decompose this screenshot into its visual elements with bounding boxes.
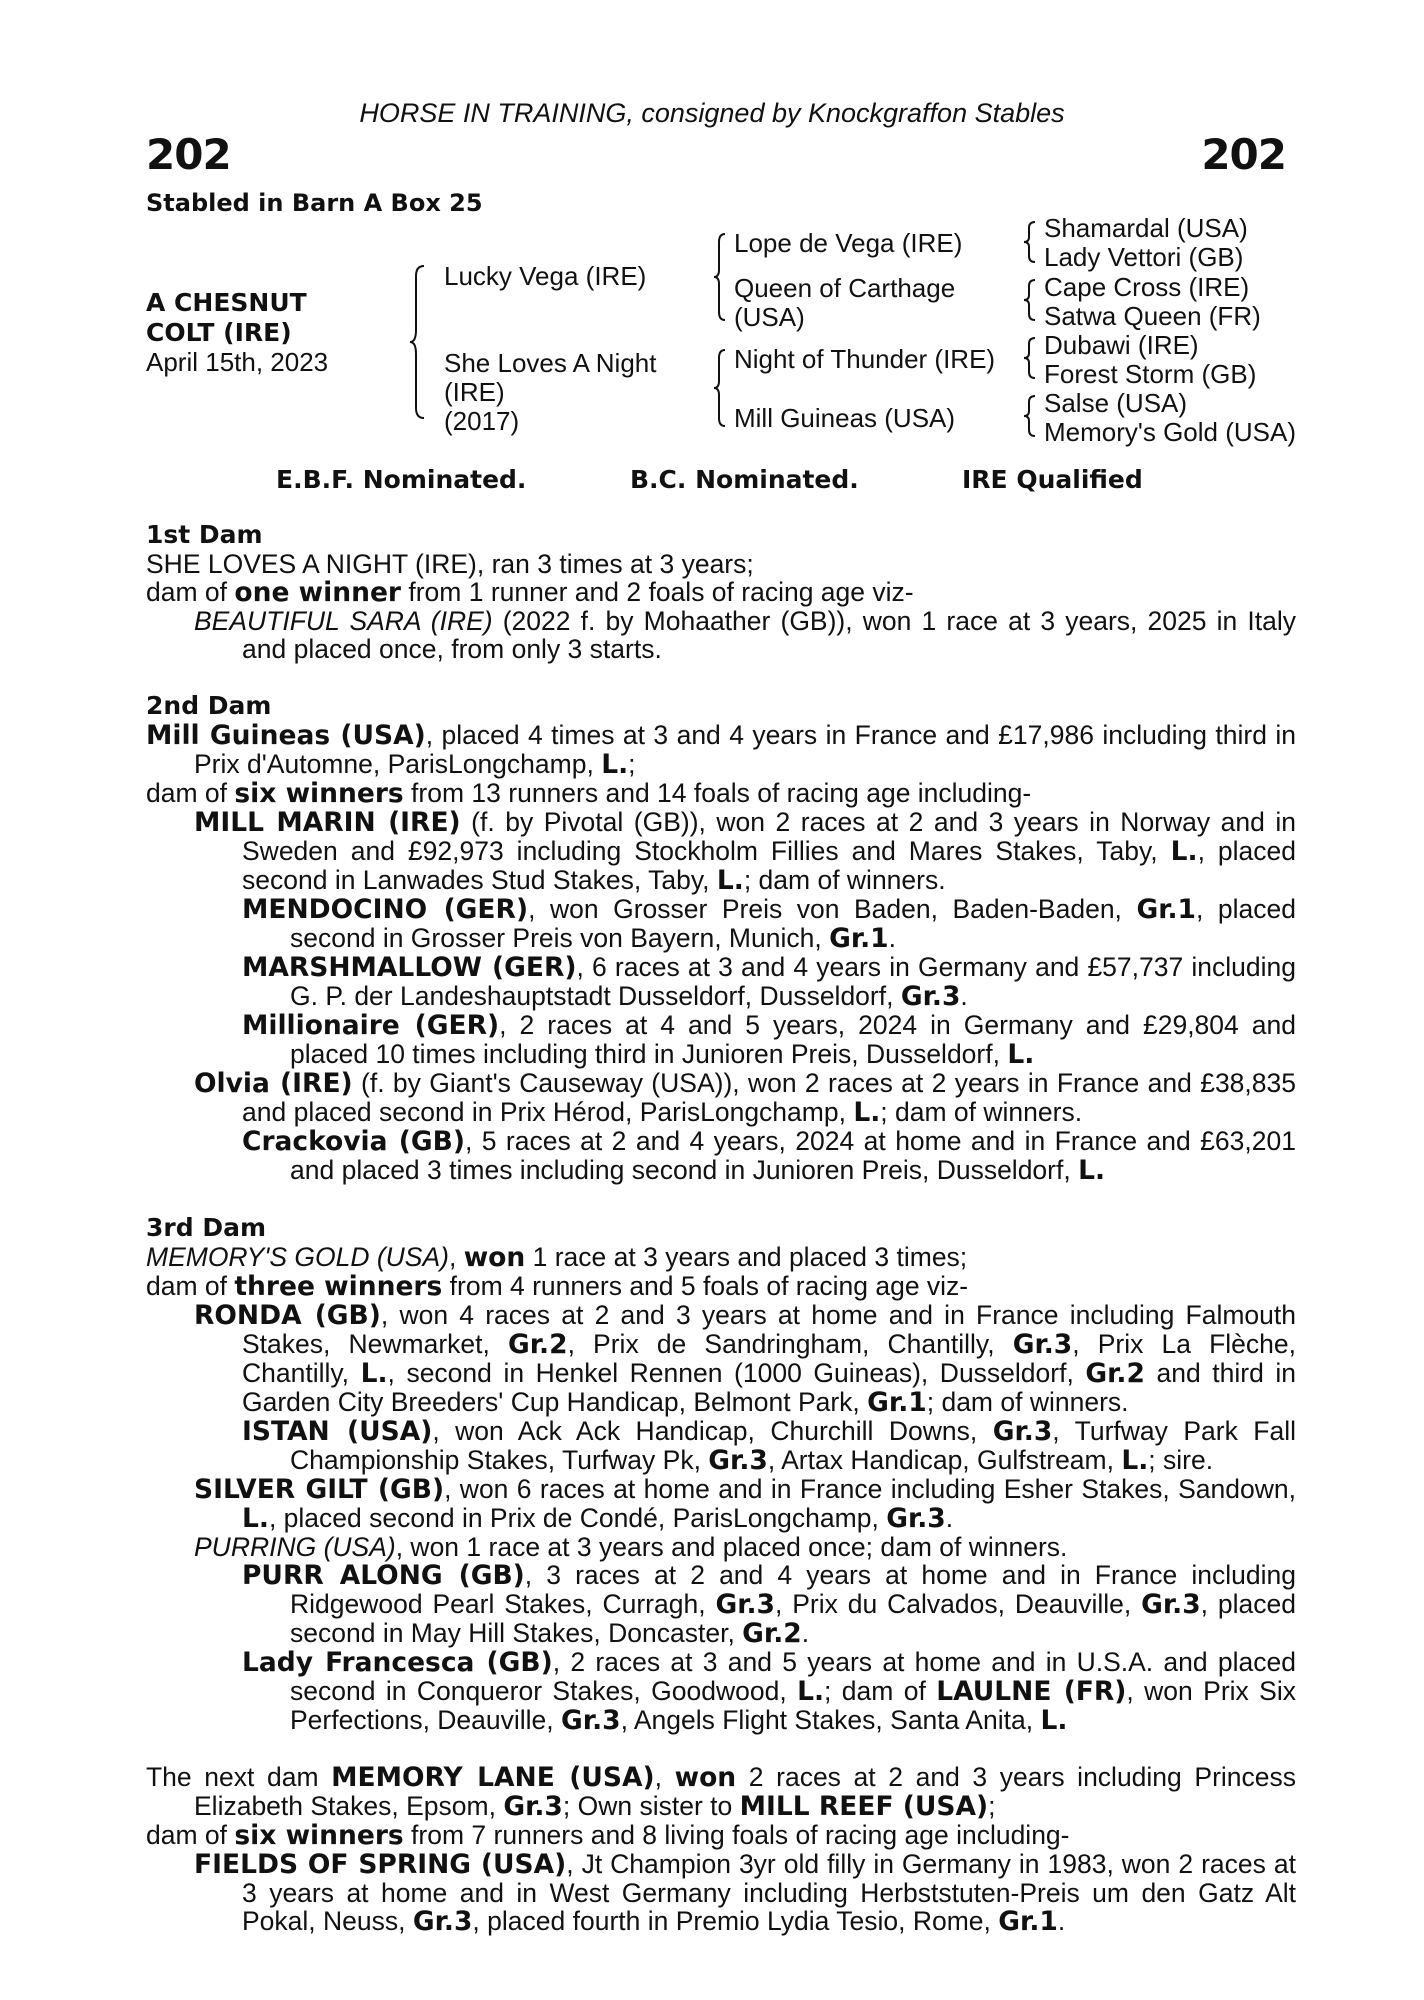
next-dam-produce-summary: dam of six winners from 7 runners and 8 living foals of racing age including- bbox=[146, 1820, 1070, 1851]
dam-name-line1: She Loves A Night bbox=[444, 348, 657, 378]
gen3-salse: Salse (USA) bbox=[1044, 388, 1188, 418]
brace-gen1 bbox=[408, 264, 428, 420]
produce-entry: FIELDS OF SPRING (USA), Jt Champion 3yr old filly in Germany in 1983, won 2 races at 3 years at home and in West Germany including Herbststuten-Preis um den Gatz Alt Pokal, Neuss, Gr.3, placed fourth in Premio Lydia Tesio, Rome, Gr.1. bbox=[194, 1849, 1296, 1937]
second-dam-record: Mill Guineas (USA), placed 4 times at 3 and 4 years in France and £17,986 including third in Prix d'Automne, ParisLongchamp, L.; bbox=[146, 720, 1296, 780]
dam-sire-name: Night of Thunder (IRE) bbox=[734, 344, 996, 374]
horse-description-line2: COLT (IRE) bbox=[146, 318, 292, 347]
produce-entry: Olvia (IRE) (f. by Giant's Causeway (USA)), won 2 races at 2 years in France and £38,835 and placed second in Prix Hérod, ParisLongchamp, L.; dam of winners. bbox=[194, 1068, 1296, 1128]
dam-name-line3: (2017) bbox=[444, 406, 520, 436]
gen3-satwa-queen: Satwa Queen (FR) bbox=[1044, 301, 1261, 331]
gen3-dubawi: Dubawi (IRE) bbox=[1044, 330, 1199, 360]
sire-name: Lucky Vega (IRE) bbox=[444, 261, 647, 291]
brace-gen3-1 bbox=[1022, 220, 1038, 264]
gen3-lady-vettori: Lady Vettori (GB) bbox=[1044, 242, 1244, 272]
foaling-date: April 15th, 2023 bbox=[146, 347, 329, 377]
gen3-memorys-gold: Memory's Gold (USA) bbox=[1044, 417, 1297, 447]
first-dam-record: SHE LOVES A NIGHT (IRE), ran 3 times at 3 years; bbox=[146, 549, 754, 579]
gen3-shamardal: Shamardal (USA) bbox=[1044, 213, 1248, 243]
ebf-nominated: E.B.F. Nominated. bbox=[276, 465, 527, 494]
gen3-cape-cross: Cape Cross (IRE) bbox=[1044, 272, 1250, 302]
next-dam-record: The next dam MEMORY LANE (USA), won 2 races at 2 and 3 years including Princess Elizabeth Stakes, Epsom, Gr.3; Own sister to MILL REEF (USA); bbox=[146, 1762, 1297, 1822]
first-dam-produce-summary: dam of one winner from 1 runner and 2 foals of racing age viz- bbox=[146, 577, 914, 608]
brace-sire-line bbox=[712, 232, 728, 322]
stabling-info: Stabled in Barn A Box 25 bbox=[146, 189, 483, 217]
produce-entry: PURRING (USA), won 1 race at 3 years and placed once; dam of winners. bbox=[194, 1532, 1068, 1562]
produce-entry: MENDOCINO (GER), won Grosser Preis von Baden, Baden-Baden, Gr.1, placed second in Grosser Preis von Bayern, Munich, Gr.1. bbox=[242, 894, 1296, 954]
brace-gen3-4 bbox=[1022, 394, 1038, 438]
produce-entry: PURR ALONG (GB), 3 races at 2 and 4 years at home and in France including Ridgewood Pearl Stakes, Curragh, Gr.3, Prix du Calvados, Deauville, Gr.3, placed second in May Hill Stakes, Doncaster, Gr.2. bbox=[242, 1560, 1296, 1649]
lot-number-right: 202 bbox=[1201, 130, 1286, 179]
produce-entry: Crackovia (GB), 5 races at 2 and 4 years, 2024 at home and in France and £63,201 and placed 3 times including second in Junioren Preis, Dusseldorf, L. bbox=[242, 1126, 1296, 1186]
third-dam-produce-summary: dam of three winners from 4 runners and 5 foals of racing age viz- bbox=[146, 1271, 969, 1302]
third-dam-record: MEMORY'S GOLD (USA), won 1 race at 3 years and placed 3 times; bbox=[146, 1242, 968, 1273]
sire-dam-line1: Queen of Carthage bbox=[734, 273, 956, 303]
consignor-line: HORSE IN TRAINING, consigned by Knockgraffon Stables bbox=[359, 98, 1065, 128]
gen3-forest-storm: Forest Storm (GB) bbox=[1044, 359, 1257, 389]
first-dam-heading: 1st Dam bbox=[146, 520, 263, 549]
first-dam-section bbox=[146, 520, 1296, 663]
second-dam-section bbox=[146, 691, 1296, 1185]
third-dam-heading: 3rd Dam bbox=[146, 1213, 266, 1242]
bc-nominated: B.C. Nominated. bbox=[630, 465, 859, 494]
produce-entry: RONDA (GB), won 4 races at 2 and 3 years at home and in France including Falmouth Stakes, Newmarket, Gr.2, Prix de Sandringham, Chantilly, Gr.3, Prix La Flèche, Chantilly, L., second in Henkel Rennen (1000 Guineas), Dusseldorf, Gr.2 and third in Garden City Breeders' Cup Handicap, Belmont Park, Gr.1; dam of winners. bbox=[194, 1300, 1297, 1418]
ire-qualified: IRE Qualified bbox=[962, 465, 1143, 494]
produce-entry: SILVER GILT (GB), won 6 races at home and in France including Esher Stakes, Sandown, L., placed second in Prix de Condé, ParisLongchamp, Gr.3. bbox=[194, 1474, 1296, 1534]
pedigree-table bbox=[146, 212, 1326, 462]
lot-number-left: 202 bbox=[146, 130, 231, 179]
dam-dam-name: Mill Guineas (USA) bbox=[734, 403, 956, 433]
second-dam-produce-summary: dam of six winners from 13 runners and 14 foals of racing age including- bbox=[146, 778, 1032, 809]
produce-entry: BEAUTIFUL SARA (IRE) (2022 f. by Mohaather (GB)), won 1 race at 3 years, 2025 in Italy and placed once, from only 3 starts. bbox=[194, 606, 1296, 664]
produce-entry: MARSHMALLOW (GER), 6 races at 3 and 4 years in Germany and £57,737 including G. P. der Landeshauptstadt Dusseldorf, Dusseldorf, Gr.3. bbox=[242, 952, 1296, 1012]
brace-gen3-3 bbox=[1022, 336, 1038, 380]
brace-dam-line bbox=[712, 348, 728, 428]
produce-entry: ISTAN (USA), won Ack Ack Handicap, Churchill Downs, Gr.3, Turfway Park Fall Championship Stakes, Turfway Pk, Gr.3, Artax Handicap, Gulfstream, L.; sire. bbox=[242, 1416, 1296, 1476]
produce-entry: Millionaire (GER), 2 races at 4 and 5 years, 2024 in Germany and £29,804 and placed 10 times including third in Junioren Preis, Dusseldorf, L. bbox=[242, 1010, 1296, 1070]
catalogue-body bbox=[146, 520, 1296, 1964]
second-dam-heading: 2nd Dam bbox=[146, 691, 272, 720]
third-dam-section bbox=[146, 1213, 1296, 1735]
sire-dam-line2: (USA) bbox=[734, 302, 805, 332]
dam-name-line2: (IRE) bbox=[444, 377, 505, 407]
next-dam-section bbox=[146, 1763, 1296, 1936]
sire-sire-name: Lope de Vega (IRE) bbox=[734, 228, 963, 258]
brace-gen3-2 bbox=[1022, 278, 1038, 322]
produce-entry: Lady Francesca (GB), 2 races at 3 and 5 years at home and in U.S.A. and placed second in Conqueror Stakes, Goodwood, L.; dam of LAULNE (FR), won Prix Six Perfections, Deauville, Gr.3, Angels Flight Stakes, Santa Anita, L. bbox=[242, 1647, 1297, 1736]
horse-description-line1: A CHESNUT bbox=[146, 288, 307, 317]
produce-entry: MILL MARIN (IRE) (f. by Pivotal (GB)), won 2 races at 2 and 3 years in Norway and in Sweden and £92,973 including Stockholm Fillies and Mares Stakes, Taby, L., placed second in Lanwades Stud Stakes, Taby, L.; dam of winners. bbox=[194, 807, 1296, 896]
